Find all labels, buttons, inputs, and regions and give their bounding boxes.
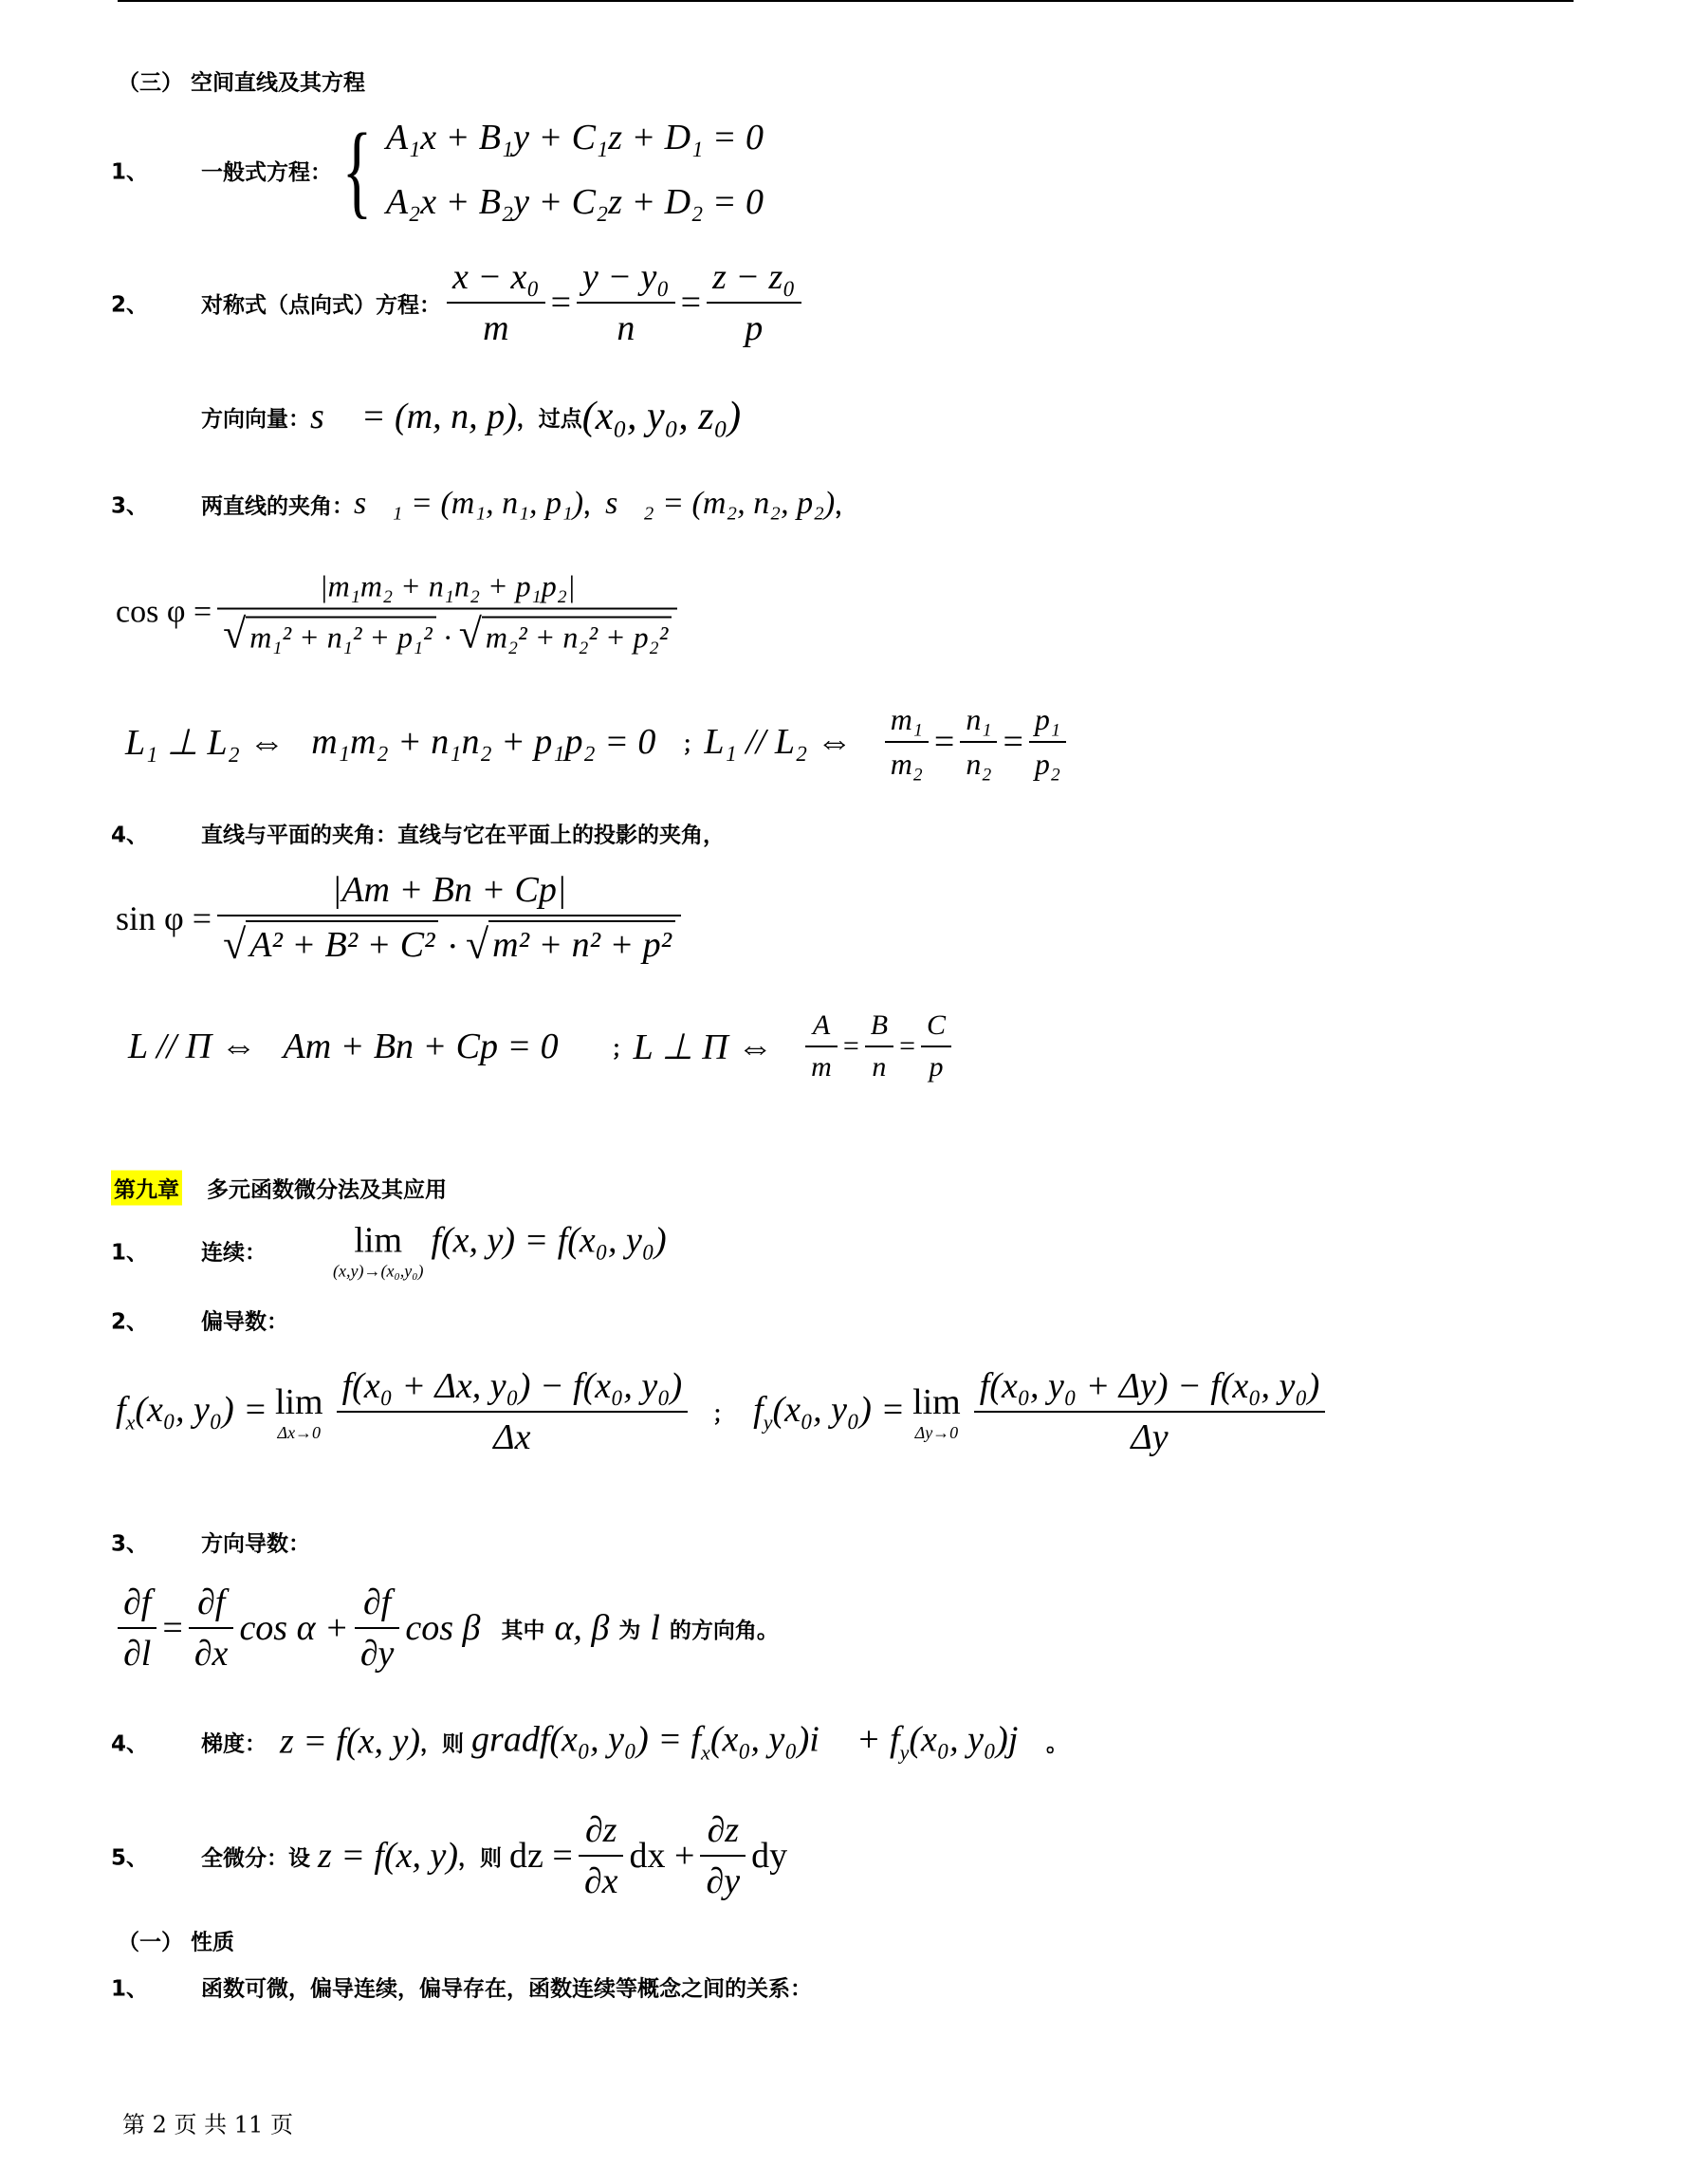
item-number: 3、: [111, 493, 149, 519]
numerator: y − y₀: [582, 257, 670, 297]
equals: =: [680, 283, 702, 323]
perp-condition: m₁m₂ + n₁n₂ + p₁p₂ = 0: [311, 722, 656, 762]
page-footer: 第 2 页 共 11 页: [122, 2111, 293, 2138]
separator: ；: [682, 731, 705, 757]
continuity: [201, 1220, 667, 1282]
separator: ；: [712, 1401, 735, 1427]
line-plane-relations: [128, 1009, 957, 1083]
cos-alpha: cos α +: [239, 1608, 349, 1648]
fraction: [189, 1582, 234, 1675]
vector-s1: s⃗₁ = (m₁, n₁, p₁): [354, 486, 584, 521]
separator: ，: [835, 493, 857, 519]
section-heading: （三） 空间直线及其方程: [118, 70, 366, 96]
vector: s⃗ = (m, n, p): [310, 397, 517, 436]
fraction: [960, 702, 997, 782]
parallel-label: L // Π ⇔: [128, 1027, 257, 1066]
dx: dx +: [629, 1836, 695, 1876]
alpha-beta: α, β: [554, 1608, 610, 1648]
cos-formula: [116, 569, 683, 656]
lim: lim: [274, 1381, 323, 1422]
fraction: [865, 1009, 893, 1083]
l: l: [650, 1608, 660, 1648]
radicand: m₁² + n₁² + p₁²: [246, 617, 435, 656]
fraction: [217, 869, 681, 968]
top-rule: [118, 0, 1574, 2]
radicand: m₂² + n₂² + p₂²: [482, 617, 672, 656]
item-number: 3、: [111, 1531, 149, 1557]
fraction: [707, 256, 801, 349]
denominator: [217, 608, 677, 656]
lim: lim: [912, 1381, 961, 1422]
numerator: x − x₀: [452, 257, 540, 297]
partial-derivatives: [116, 1365, 1331, 1458]
denominator: ∂y: [355, 1627, 400, 1675]
numerator: ∂z: [707, 1810, 740, 1850]
symmetric-label: 对称式（点向式）方程：: [201, 292, 441, 318]
perp-parallel-lines: [125, 702, 1072, 782]
denominator: ∂x: [189, 1627, 234, 1675]
gradient: [201, 1719, 1068, 1766]
lhs: cos φ =: [116, 594, 212, 629]
brace: {: [341, 112, 373, 228]
grad: gradf(x₀, y₀) = f: [471, 1719, 702, 1760]
fraction: [337, 1365, 689, 1458]
chapter-heading: [111, 1171, 447, 1206]
period: 。: [1045, 1731, 1068, 1757]
limit: [333, 1220, 423, 1282]
denominator: m₂: [885, 741, 929, 782]
parallel-condition: Am + Bn + Cp = 0: [283, 1027, 559, 1066]
symmetric-equation: [201, 256, 807, 349]
direction-label: 方向向量：: [201, 406, 310, 432]
denominator: ∂l: [118, 1627, 157, 1675]
dy: dy: [751, 1836, 788, 1876]
dot: ·: [443, 620, 451, 655]
args: (x₀, y₀) =: [135, 1389, 267, 1430]
chapter-tag: 第九章: [111, 1171, 182, 1206]
numerator: m₁: [890, 702, 923, 736]
then: ，则: [458, 1845, 503, 1871]
item-number: 2、: [111, 1309, 149, 1335]
equals: =: [1003, 722, 1023, 762]
limit: [275, 1381, 323, 1443]
total-label: 全微分：设: [201, 1845, 310, 1871]
fraction: [1029, 702, 1066, 782]
partial-label: 偏导数：: [201, 1309, 288, 1335]
f: f: [116, 1389, 126, 1430]
sqrt-icon: √: [465, 921, 489, 968]
fraction: [805, 1009, 838, 1083]
item-number: 5、: [111, 1845, 149, 1871]
directional-label: 方向导数：: [201, 1531, 310, 1557]
limit-subscript: (x,y)→(x₀,y₀): [333, 1261, 424, 1281]
denominator: p: [921, 1046, 951, 1083]
sin-formula: [116, 869, 687, 968]
item-number: 2、: [111, 292, 149, 318]
radicand: A² + B² + C²: [246, 920, 438, 966]
fraction: [577, 256, 675, 349]
grad-end: (x₀, y₀)j⃗: [909, 1719, 1046, 1760]
denominator: p: [707, 302, 801, 349]
continuity-label: 连续：: [201, 1240, 267, 1266]
numerator: B: [870, 1009, 889, 1041]
denominator: Δx: [337, 1411, 689, 1458]
z-function: z = f(x, y): [318, 1836, 459, 1876]
denominator: ∂y: [700, 1855, 746, 1902]
numerator: |Am + Bn + Cp|: [331, 870, 567, 910]
args: (x₀, y₀) =: [772, 1389, 906, 1430]
subscript: x: [701, 1740, 710, 1765]
sqrt-icon: √: [458, 610, 482, 657]
denominator: n: [865, 1046, 893, 1083]
text: 其中: [501, 1618, 545, 1643]
denominator: Δy: [974, 1411, 1326, 1458]
radicand: m² + n² + p²: [488, 920, 675, 966]
item-number: 1、: [111, 159, 149, 185]
numerator: ∂f: [123, 1582, 152, 1622]
denominator: m: [447, 302, 545, 349]
equals: =: [162, 1608, 183, 1648]
numerator: p₁: [1034, 702, 1061, 736]
properties-heading: （一） 性质: [118, 1930, 235, 1955]
numerator: z − z₀: [712, 257, 796, 297]
equals: =: [933, 722, 955, 762]
sqrt-icon: √: [223, 610, 247, 657]
subscript: y: [763, 1410, 773, 1434]
equals: =: [842, 1030, 859, 1062]
separator: ；: [611, 1036, 634, 1062]
numerator: f(x₀ + Δx, y₀) − f(x₀, y₀): [341, 1366, 683, 1406]
limit: [912, 1381, 961, 1443]
fraction: [579, 1809, 624, 1902]
fraction: [217, 569, 677, 656]
denominator: m: [805, 1046, 838, 1083]
fraction: [885, 702, 929, 782]
general-label: 一般式方程：: [201, 159, 332, 185]
direction-vector: [201, 394, 741, 439]
properties-text: 函数可微，偏导连续，偏导存在，函数连续等概念之间的关系：: [201, 1976, 812, 2002]
numerator: A: [812, 1009, 831, 1041]
denominator: n₂: [960, 741, 997, 782]
text: 为: [618, 1618, 641, 1643]
fraction: [118, 1582, 157, 1675]
item-number: 1、: [111, 1240, 149, 1266]
fraction: [355, 1582, 400, 1675]
general-equation: [201, 112, 764, 228]
total-differential: [201, 1809, 787, 1902]
angle-between-lines: [201, 486, 856, 522]
fraction: [700, 1809, 746, 1902]
denominator: p₂: [1029, 741, 1066, 782]
numerator: C: [927, 1009, 947, 1041]
limit-subscript: Δy→0: [914, 1422, 959, 1442]
numerator: ∂z: [584, 1810, 617, 1850]
numerator: ∂f: [362, 1582, 392, 1622]
fraction: [447, 256, 545, 349]
perp-label: L ⊥ Π ⇔: [633, 1027, 774, 1067]
denominator: [217, 915, 681, 968]
perp-condition-label: L₁ ⊥ L₂ ⇔: [125, 722, 285, 763]
then: ，则: [420, 1731, 465, 1757]
lhs: sin φ =: [116, 899, 212, 937]
angle-label: 两直线的夹角：: [201, 493, 354, 519]
vector-s2: s⃗₂ = (m₂, n₂, p₂): [605, 486, 836, 521]
subscript: y: [899, 1740, 910, 1765]
numerator: ∂f: [196, 1582, 226, 1622]
dot: ·: [447, 927, 457, 967]
separator: ，: [583, 493, 606, 519]
equals: =: [550, 283, 572, 323]
item-number: 4、: [111, 1731, 149, 1757]
through-point-label: ，过点: [516, 406, 582, 432]
grad-mid: (x₀, y₀)i⃗ + f: [709, 1719, 900, 1760]
denominator: ∂x: [579, 1855, 624, 1902]
equals: =: [899, 1030, 915, 1062]
numerator: |m₁m₂ + n₁n₂ + p₁p₂|: [319, 568, 576, 603]
limit-subscript: Δx→0: [277, 1422, 322, 1442]
angle-plane-label: 直线与平面的夹角：直线与它在平面上的投影的夹角，: [201, 823, 725, 848]
equation-2: A₂x + B₂y + C₂z + D₂ = 0: [385, 182, 764, 222]
f: f: [753, 1389, 764, 1430]
sqrt-icon: √: [223, 921, 247, 968]
fraction: [921, 1009, 951, 1083]
gradient-label: 梯度：: [201, 1731, 267, 1757]
equation-1: A₁x + B₁y + C₁z + D₁ = 0: [385, 118, 764, 157]
parallel-condition-label: L₁ // L₂ ⇔: [704, 722, 853, 762]
denominator: n: [577, 302, 675, 349]
text: 的方向角。: [669, 1618, 779, 1643]
subscript: x: [125, 1410, 136, 1434]
dz: dz =: [509, 1836, 573, 1876]
continuity-expression: f(x, y) = f(x₀, y₀): [431, 1220, 667, 1260]
point: (x₀, y₀, z₀): [581, 395, 742, 438]
numerator: f(x₀, y₀ + Δy) − f(x₀, y₀): [979, 1366, 1320, 1406]
lim: lim: [354, 1220, 403, 1261]
fraction: [974, 1365, 1326, 1458]
cos-beta: cos β: [405, 1608, 481, 1648]
item-number: 1、: [111, 1976, 149, 2002]
directional-formula: [112, 1582, 779, 1675]
item-number: 4、: [111, 823, 149, 848]
chapter-title: 多元函数微分法及其应用: [207, 1177, 447, 1203]
z-function: z = f(x, y): [280, 1722, 421, 1762]
numerator: n₁: [966, 702, 992, 736]
